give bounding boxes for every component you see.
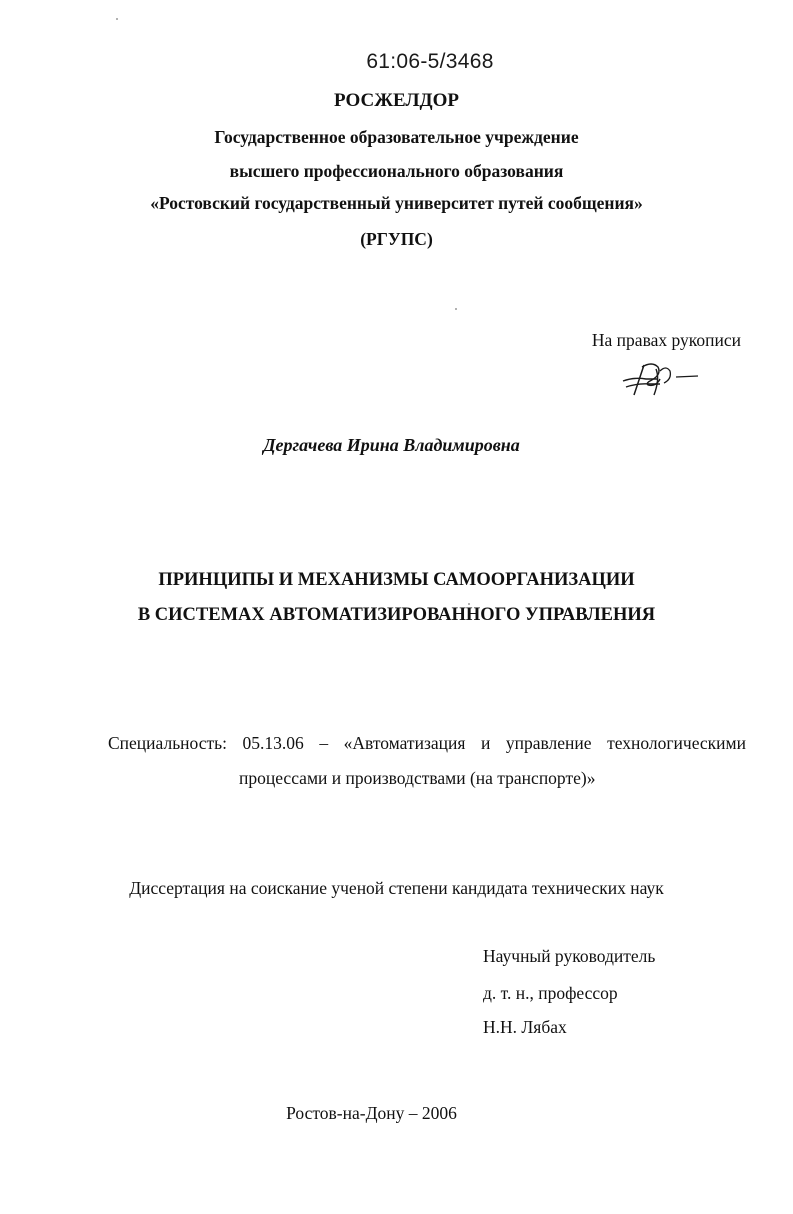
advisor-role: Научный руководитель [483, 946, 656, 966]
place-and-year: Ростов-на-Дону – 2006 [286, 1103, 457, 1123]
manuscript-rights-note: На правах рукописи [591, 330, 741, 350]
organization-name: РОСЖЕЛДОР [333, 90, 460, 111]
institution-line-2: высшего профессионального образования [229, 161, 564, 181]
scan-speck [455, 308, 457, 310]
specialty-line-1: Специальность: 05.13.06 – «Автоматизация и управление технологическими [108, 733, 746, 753]
advisor-rank: д. т. н., профессор [483, 983, 618, 1003]
institution-line-3: «Ростовский государственный университет путей сообщения» [150, 193, 643, 213]
advisor-name: Н.Н. Лябах [483, 1017, 567, 1037]
catalog-code: 61:06-5/3468 [366, 50, 494, 73]
author-name: Дергачева Ирина Владимировна [263, 435, 520, 455]
specialty-line-2: процессами и производствами (на транспорте)» [239, 768, 596, 788]
institution-abbreviation: (РГУПС) [360, 229, 433, 249]
dissertation-title-line-1: ПРИНЦИПЫ И МЕХАНИЗМЫ САМООРГАНИЗАЦИИ [158, 570, 635, 590]
degree-statement: Диссертация на соискание ученой степени кандидата технических наук [129, 878, 664, 898]
scan-speck [116, 18, 118, 20]
scan-speck [468, 603, 470, 605]
dissertation-title-line-2: В СИСТЕМАХ АВТОМАТИЗИРОВАННОГО УПРАВЛЕНИЯ [137, 605, 656, 625]
handwritten-signature-icon [620, 357, 700, 399]
institution-line-1: Государственное образовательное учреждение [214, 127, 579, 147]
